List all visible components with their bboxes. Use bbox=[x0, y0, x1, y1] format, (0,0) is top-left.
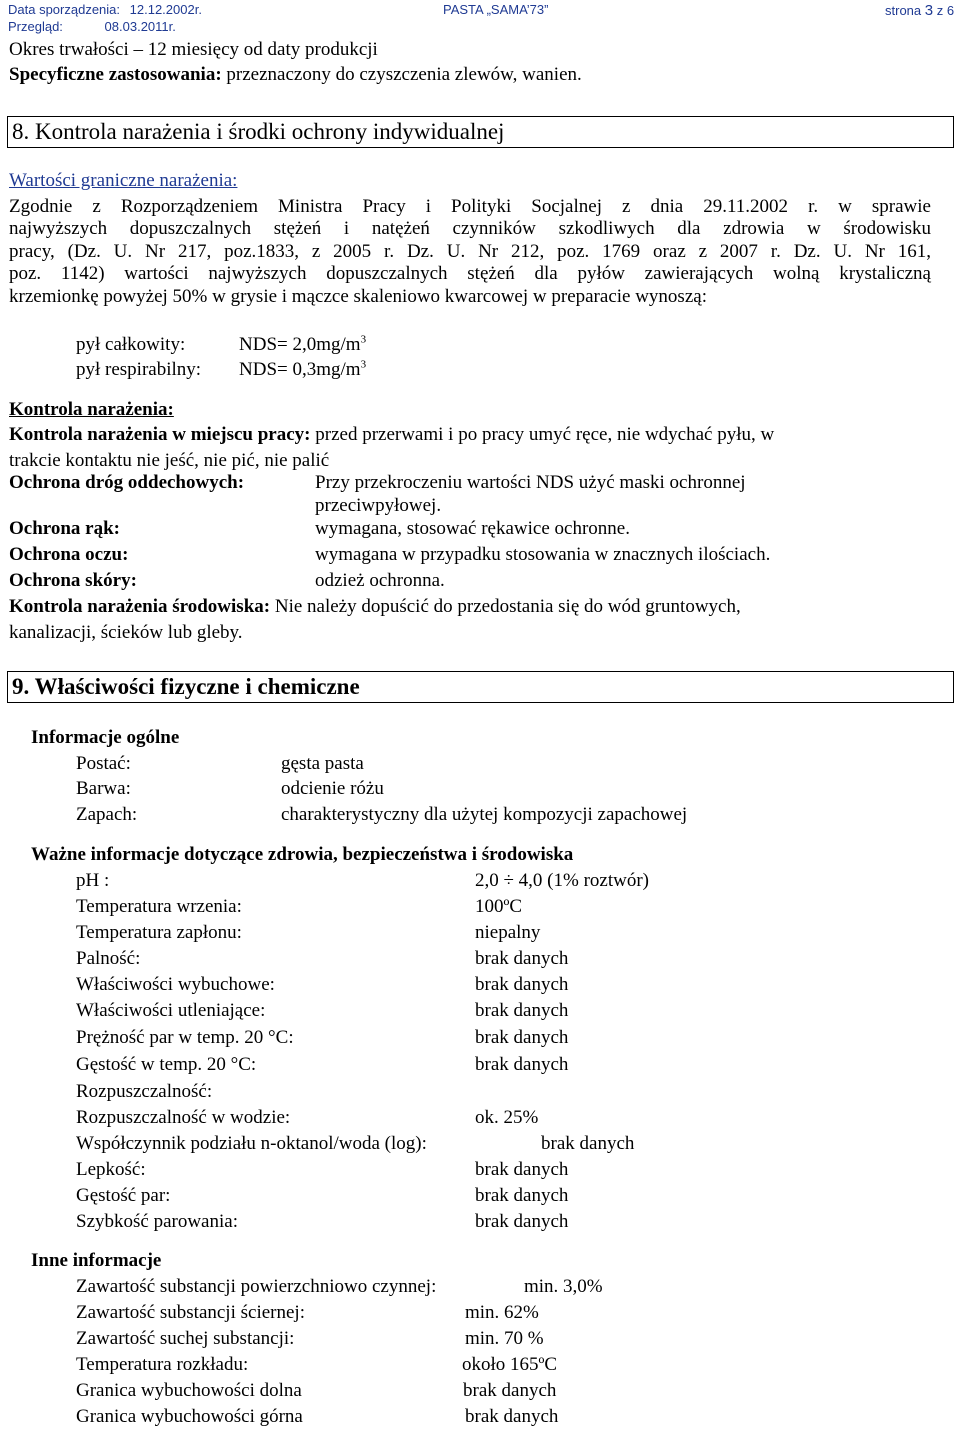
skin-value: odzież ochronna. bbox=[315, 570, 445, 591]
specific-use bbox=[9, 64, 582, 86]
important-row-label: Właściwości utleniające: bbox=[76, 1000, 266, 1021]
important-row-label: Gęstość par: bbox=[76, 1185, 171, 1206]
specific-use-label: Specyficzne zastosowania: bbox=[9, 64, 222, 85]
important-row-value: brak danych bbox=[475, 1185, 569, 1206]
important-row-value: brak danych bbox=[541, 1133, 635, 1154]
page-label: strona bbox=[885, 3, 922, 18]
important-row-label: Rozpuszczalność: bbox=[76, 1081, 213, 1102]
other-row-label: Temperatura rozkładu: bbox=[76, 1354, 249, 1375]
important-row-label: pH : bbox=[76, 870, 110, 891]
date-value: 12.12.2002r. bbox=[129, 2, 202, 17]
other-row-value: brak danych bbox=[463, 1380, 557, 1401]
important-row-value: brak danych bbox=[475, 1211, 569, 1232]
other-row-value: min. 3,0% bbox=[524, 1276, 603, 1297]
dust-resp-value bbox=[239, 359, 366, 381]
limits-line-4: poz. 1142) wartości najwyższych dopuszczalnych stężeń dla pyłów zawierających wolną krystaliczną bbox=[9, 263, 931, 284]
env-line-2: kanalizacji, ścieków lub gleby. bbox=[9, 622, 243, 643]
page-num: 3 bbox=[924, 2, 934, 19]
shelf-life: Okres trwałości – 12 miesięcy od daty produkcji bbox=[9, 39, 378, 60]
other-row-label: Zawartość substancji powierzchniowo czynnej: bbox=[76, 1276, 437, 1297]
important-heading: Ważne informacje dotyczące zdrowia, bezpieczeństwa i środowiska bbox=[31, 844, 574, 865]
important-row-label: Lepkość: bbox=[76, 1159, 146, 1180]
important-row-label: Gęstość w temp. 20 °C: bbox=[76, 1054, 257, 1075]
limits-line-5: krzemionkę powyżej 50% w grysie i mączce skaleniowo kwarcowej w preparacie wynoszą: bbox=[9, 286, 707, 307]
dust-total-value bbox=[239, 334, 366, 356]
dust-total-unit-exp: 3 bbox=[360, 333, 367, 346]
section8-title: 8. Kontrola narażenia i środki ochrony indywidualnej bbox=[12, 119, 505, 144]
important-row-label: Szybkość parowania: bbox=[76, 1211, 238, 1232]
limits-line-2: najwyższych dopuszczalnych stężeń i natężeń czynników szkodliwych dla zdrowia w środowisku bbox=[9, 218, 931, 239]
eyes-value: wymagana w przypadku stosowania w znacznych ilościach. bbox=[315, 544, 771, 565]
important-row-label: Współczynnik podziału n-oktanol/woda (log): bbox=[76, 1133, 427, 1154]
date-label: Data sporządzenia: bbox=[8, 2, 121, 17]
workplace-line-2: trakcie kontaktu nie jeść, nie pić, nie palić bbox=[9, 450, 330, 471]
dust-resp-unit-exp: 3 bbox=[360, 358, 367, 371]
limits-line-1: Zgodnie z Rozporządzeniem Ministra Pracy i Polityki Socjalnej z dnia 29.11.2002 r. w sprawie bbox=[9, 196, 931, 217]
important-row-value: 2,0 ÷ 4,0 (1% roztwór) bbox=[475, 870, 649, 891]
general-row-label: Postać: bbox=[76, 753, 131, 774]
general-row-value: odcienie różu bbox=[281, 778, 384, 799]
resp-value-2: przeciwpyłowej. bbox=[315, 495, 442, 516]
important-row-value: brak danych bbox=[475, 974, 569, 995]
workplace-line-1 bbox=[9, 424, 774, 446]
important-row-label: Temperatura wrzenia: bbox=[76, 896, 242, 917]
important-row-value: 100ºC bbox=[475, 896, 523, 917]
dust-total-label: pył całkowity: bbox=[76, 334, 186, 355]
important-row-value: brak danych bbox=[475, 1027, 569, 1048]
important-row-label: Prężność par w temp. 20 °C: bbox=[76, 1027, 294, 1048]
resp-value-1: Przy przekroczeniu wartości NDS użyć maski ochronnej bbox=[315, 472, 746, 493]
review-value: 08.03.2011r. bbox=[104, 19, 176, 34]
dust-resp-value-text: NDS= 0,3mg/m bbox=[239, 359, 361, 380]
important-row-label: Właściwości wybuchowe: bbox=[76, 974, 275, 995]
important-row-value: brak danych bbox=[475, 948, 569, 969]
other-row-label: Zawartość substancji ściernej: bbox=[76, 1302, 305, 1323]
specific-use-value: przeznaczony do czyszczenia zlewów, wanien. bbox=[221, 64, 582, 85]
important-row-value: brak danych bbox=[475, 1054, 569, 1075]
important-row-value: brak danych bbox=[475, 1159, 569, 1180]
general-row-label: Barwa: bbox=[76, 778, 131, 799]
workplace-label: Kontrola narażenia w miejscu pracy: bbox=[9, 424, 311, 445]
review-label: Przegląd: bbox=[8, 19, 63, 34]
other-row-label: Zawartość suchej substancji: bbox=[76, 1328, 295, 1349]
dust-resp-label: pył respirabilny: bbox=[76, 359, 202, 380]
other-row-label: Granica wybuchowości dolna bbox=[76, 1380, 302, 1401]
general-row-label: Zapach: bbox=[76, 804, 138, 825]
dust-total-value-text: NDS= 2,0mg/m bbox=[239, 334, 361, 355]
general-row-value: gęsta pasta bbox=[281, 753, 364, 774]
important-row-label: Temperatura zapłonu: bbox=[76, 922, 242, 943]
general-heading: Informacje ogólne bbox=[31, 727, 180, 748]
limits-line-3: pracy, (Dz. U. Nr 217, poz.1833, z 2005 r. Dz. U. Nr 212, poz. 1769 oraz z 2007 r. Dz. U. Nr 161, bbox=[9, 241, 931, 262]
general-row-value: charakterystyczny dla użytej kompozycji zapachowej bbox=[281, 804, 688, 825]
hands-value: wymagana, stosować rękawice ochronne. bbox=[315, 518, 630, 539]
control-heading: Kontrola narażenia: bbox=[9, 399, 174, 420]
important-row-value: niepalny bbox=[475, 922, 541, 943]
other-row-label: Granica wybuchowości górna bbox=[76, 1406, 303, 1427]
skin-label: Ochrona skóry: bbox=[9, 570, 137, 591]
env-label: Kontrola narażenia środowiska: bbox=[9, 596, 271, 617]
resp-label: Ochrona dróg oddechowych: bbox=[9, 472, 245, 493]
other-heading: Inne informacje bbox=[31, 1250, 162, 1271]
other-row-value: brak danych bbox=[465, 1406, 559, 1427]
eyes-label: Ochrona oczu: bbox=[9, 544, 129, 565]
header-date bbox=[8, 2, 202, 17]
other-row-value: około 165ºC bbox=[462, 1354, 558, 1375]
page-number bbox=[885, 2, 954, 19]
workplace-text-1: przed przerwami i po pracy umyć ręce, nie wdychać pyłu, w bbox=[310, 424, 775, 445]
header-review bbox=[8, 19, 176, 34]
page-of: z 6 bbox=[936, 3, 955, 18]
important-row-value: ok. 25% bbox=[475, 1107, 539, 1128]
env-text-1: Nie należy dopuścić do przedostania się do wód gruntowych, bbox=[270, 596, 741, 617]
important-row-label: Palność: bbox=[76, 948, 141, 969]
important-row-value: brak danych bbox=[475, 1000, 569, 1021]
other-row-value: min. 70 % bbox=[465, 1328, 544, 1349]
important-row-label: Rozpuszczalność w wodzie: bbox=[76, 1107, 291, 1128]
limits-heading: Wartości graniczne narażenia: bbox=[9, 170, 238, 191]
env-line-1 bbox=[9, 596, 741, 618]
product-name: PASTA „SAMA’73” bbox=[443, 2, 549, 17]
hands-label: Ochrona rąk: bbox=[9, 518, 121, 539]
section9-title: 9. Właściwości fizyczne i chemiczne bbox=[12, 674, 360, 699]
other-row-value: min. 62% bbox=[465, 1302, 539, 1323]
